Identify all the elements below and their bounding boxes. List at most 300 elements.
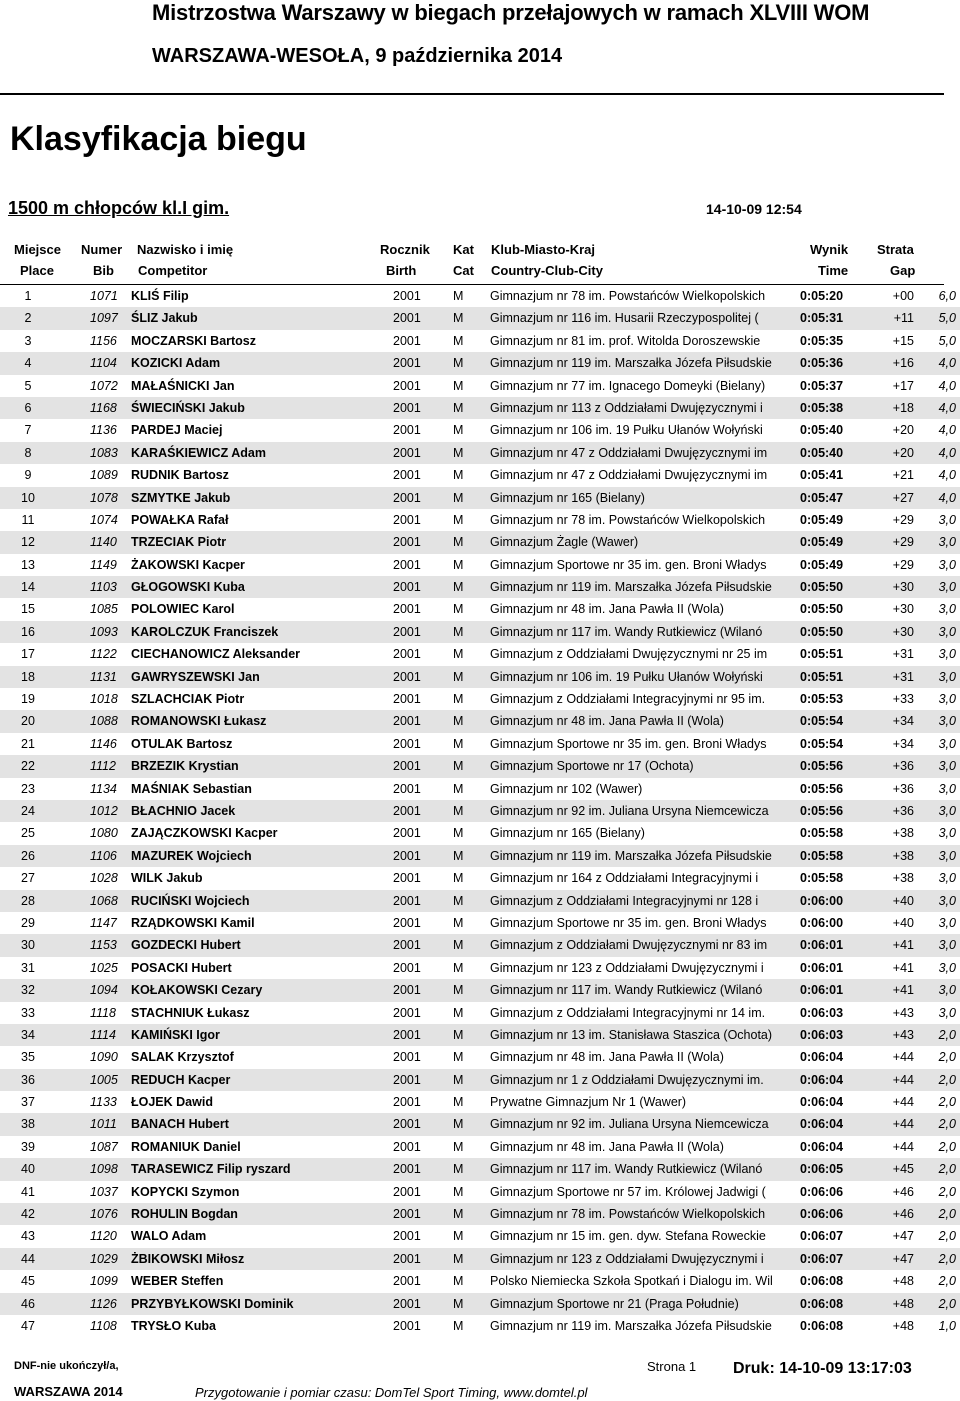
birth-year-cell: 2001 xyxy=(393,1296,421,1311)
bib-cell: 1134 xyxy=(90,781,117,796)
time-cell: 0:06:08 xyxy=(800,1318,844,1333)
table-row xyxy=(0,1293,960,1315)
gap-cell: +27 xyxy=(892,490,914,505)
time-cell: 0:05:54 xyxy=(800,736,844,751)
points-cell: 3,0 xyxy=(938,915,956,930)
table-row xyxy=(0,442,960,464)
club-cell: Gimnazjum z Oddziałami Integracyjnymi nr 128 i xyxy=(490,893,759,908)
gap-cell: +30 xyxy=(892,580,914,595)
category-cell: M xyxy=(453,938,464,953)
time-cell: 0:05:38 xyxy=(800,400,844,415)
birth-year-cell: 2001 xyxy=(393,624,421,639)
bib-cell: 1068 xyxy=(90,893,118,908)
bib-cell: 1136 xyxy=(90,423,117,438)
table-row xyxy=(0,397,960,419)
table-row xyxy=(0,464,960,486)
competitor-name: RZĄDKOWSKI Kamil xyxy=(131,915,255,930)
category-cell: M xyxy=(453,1207,464,1222)
competitor-name: POSACKI Hubert xyxy=(131,960,232,975)
table-row xyxy=(0,531,960,553)
club-cell: Gimnazjum nr 117 im. Wandy Rutkiewicz (Wilanó xyxy=(490,1162,763,1177)
birth-year-cell: 2001 xyxy=(393,333,421,348)
competitor-name: GAWRYSZEWSKI Jan xyxy=(131,669,260,684)
bib-cell: 1025 xyxy=(90,960,118,975)
birth-year-cell: 2001 xyxy=(393,915,421,930)
time-cell: 0:05:58 xyxy=(800,871,844,886)
bib-cell: 1106 xyxy=(90,848,117,863)
table-row xyxy=(0,1002,960,1024)
points-cell: 4,0 xyxy=(938,378,956,393)
bib-cell: 1099 xyxy=(90,1274,118,1289)
time-cell: 0:06:07 xyxy=(800,1251,844,1266)
bib-cell: 1093 xyxy=(90,624,118,639)
bib-cell: 1018 xyxy=(90,692,118,707)
birth-year-cell: 2001 xyxy=(393,1229,421,1244)
club-cell: Gimnazjum nr 116 im. Husarii Rzeczypospolitej ( xyxy=(490,311,759,326)
table-row xyxy=(0,1315,960,1337)
category-cell: M xyxy=(453,333,464,348)
competitor-name: ŻAKOWSKI Kacper xyxy=(131,557,245,572)
time-cell: 0:06:01 xyxy=(800,938,844,953)
bib-cell: 1104 xyxy=(90,356,117,371)
table-row xyxy=(0,979,960,1001)
results-table xyxy=(0,285,960,1337)
place-cell: 16 xyxy=(21,624,35,639)
club-cell: Gimnazjum nr 78 im. Powstańców Wielkopolskich xyxy=(490,1207,766,1222)
points-cell: 3,0 xyxy=(938,803,956,818)
print-time: 14-10-09 12:54 xyxy=(706,201,802,217)
place-cell: 22 xyxy=(21,759,35,774)
club-cell: Gimnazjum Żagle (Wawer) xyxy=(490,535,639,550)
place-cell: 19 xyxy=(21,692,35,707)
category-cell: M xyxy=(453,1229,464,1244)
time-cell: 0:06:04 xyxy=(800,1050,844,1065)
table-row xyxy=(0,755,960,777)
club-cell: Gimnazjum z Oddziałami Integracyjnymi nr 95 im. xyxy=(490,692,766,707)
time-cell: 0:05:37 xyxy=(800,378,844,393)
category-cell: M xyxy=(453,1072,464,1087)
category-cell: M xyxy=(453,781,464,796)
club-cell: Gimnazjum Sportowe nr 17 (Ochota) xyxy=(490,759,694,774)
category-cell: M xyxy=(453,356,464,371)
gap-cell: +38 xyxy=(892,848,914,863)
category-cell: M xyxy=(453,423,464,438)
club-cell: Gimnazjum Sportowe nr 21 (Praga Południe) xyxy=(490,1296,739,1311)
competitor-name: REDUCH Kacper xyxy=(131,1072,231,1087)
competitor-name: OTULAK Bartosz xyxy=(131,736,233,751)
gap-cell: +17 xyxy=(892,378,914,393)
gap-cell: +31 xyxy=(892,647,914,662)
column-header-time-pl: Wynik xyxy=(810,242,849,257)
competitor-name: MAŁAŚNICKI Jan xyxy=(131,378,235,393)
club-cell: Gimnazjum nr 48 im. Jana Pawła II (Wola) xyxy=(490,1050,724,1065)
competitor-name: BŁACHNIO Jacek xyxy=(131,803,236,818)
birth-year-cell: 2001 xyxy=(393,1318,421,1333)
gap-cell: +29 xyxy=(892,557,914,572)
category-cell: M xyxy=(453,1296,464,1311)
points-cell: 3,0 xyxy=(938,1005,956,1020)
club-cell: Gimnazjum nr 48 im. Jana Pawła II (Wola) xyxy=(490,602,724,617)
time-cell: 0:05:41 xyxy=(800,468,844,483)
time-cell: 0:05:51 xyxy=(800,669,844,684)
column-header-time-en: Time xyxy=(818,263,849,278)
table-row xyxy=(0,934,960,956)
points-cell: 3,0 xyxy=(938,535,956,550)
points-cell: 3,0 xyxy=(938,826,956,841)
place-cell: 35 xyxy=(21,1050,35,1065)
club-cell: Gimnazjum nr 165 (Bielany) xyxy=(490,826,645,841)
place-cell: 18 xyxy=(21,669,35,684)
column-header-gap-en: Gap xyxy=(890,263,916,278)
competitor-name: ŚLIZ Jakub xyxy=(131,311,198,326)
category-cell: M xyxy=(453,826,464,841)
column-header-name-en: Competitor xyxy=(138,263,208,278)
category-cell: M xyxy=(453,1005,464,1020)
points-cell: 4,0 xyxy=(938,468,956,483)
competitor-name: STACHNIUK Łukasz xyxy=(131,1005,250,1020)
category-cell: M xyxy=(453,1318,464,1333)
bib-cell: 1012 xyxy=(90,803,118,818)
competitor-name: ŻBIKOWSKI Miłosz xyxy=(131,1251,245,1266)
place-cell: 23 xyxy=(21,781,35,796)
place-cell: 14 xyxy=(21,580,35,595)
competitor-name: SZLACHCIAK Piotr xyxy=(131,692,245,707)
bib-cell: 1108 xyxy=(90,1318,117,1333)
place-cell: 11 xyxy=(21,512,35,527)
category-cell: M xyxy=(453,1274,464,1289)
time-cell: 0:05:58 xyxy=(800,826,844,841)
points-cell: 2,0 xyxy=(938,1251,956,1266)
birth-year-cell: 2001 xyxy=(393,580,421,595)
points-cell: 3,0 xyxy=(938,781,956,796)
time-cell: 0:05:35 xyxy=(800,333,844,348)
competitor-name: KOZICKI Adam xyxy=(131,356,221,371)
time-cell: 0:05:56 xyxy=(800,803,844,818)
competitor-name: WILK Jakub xyxy=(131,871,203,886)
column-header-birth-pl: Rocznik xyxy=(380,242,430,257)
gap-cell: +36 xyxy=(892,803,914,818)
category-cell: M xyxy=(453,692,464,707)
points-cell: 4,0 xyxy=(938,445,956,460)
place-cell: 26 xyxy=(21,848,35,863)
column-header-gap-pl: Strata xyxy=(877,242,914,257)
points-cell: 2,0 xyxy=(938,1050,956,1065)
race-name: 1500 m chłopców kl.I gim. xyxy=(8,198,230,218)
birth-year-cell: 2001 xyxy=(393,960,421,975)
place-cell: 44 xyxy=(21,1251,35,1266)
club-cell: Gimnazjum nr 113 z Oddziałami Dwujęzycznymi i xyxy=(490,400,763,415)
bib-cell: 1078 xyxy=(90,490,118,505)
table-row xyxy=(0,957,960,979)
timing-credit: Przygotowanie i pomiar czasu: DomTel Sport Timing, www.domtel.pl xyxy=(195,1385,588,1400)
time-cell: 0:05:40 xyxy=(800,445,844,460)
place-cell: 30 xyxy=(21,938,35,953)
place-cell: 5 xyxy=(24,378,32,393)
bib-cell: 1083 xyxy=(90,445,118,460)
place-cell: 25 xyxy=(21,826,35,841)
place-cell: 1 xyxy=(24,289,32,303)
table-row xyxy=(0,621,960,643)
birth-year-cell: 2001 xyxy=(393,1005,421,1020)
points-cell: 3,0 xyxy=(938,983,956,998)
points-cell: 2,0 xyxy=(938,1162,956,1177)
points-cell: 3,0 xyxy=(938,647,956,662)
place-cell: 3 xyxy=(24,333,32,348)
points-cell: 3,0 xyxy=(938,759,956,774)
club-cell: Gimnazjum nr 92 im. Juliana Ursyna Niemcewicza xyxy=(490,1117,769,1132)
place-cell: 28 xyxy=(21,893,35,908)
gap-cell: +16 xyxy=(892,356,914,371)
points-cell: 3,0 xyxy=(938,848,956,863)
category-cell: M xyxy=(453,915,464,930)
gap-cell: +44 xyxy=(892,1050,914,1065)
time-cell: 0:06:04 xyxy=(800,1117,844,1132)
birth-year-cell: 2001 xyxy=(393,736,421,751)
competitor-name: ŚWIECIŃSKI Jakub xyxy=(131,400,245,415)
club-cell: Gimnazjum nr 78 im. Powstańców Wielkopolskich xyxy=(490,289,766,303)
table-row xyxy=(0,666,960,688)
bib-cell: 1131 xyxy=(90,669,117,684)
gap-cell: +44 xyxy=(892,1117,914,1132)
table-row xyxy=(0,688,960,710)
competitor-name: POWAŁKA Rafał xyxy=(131,512,229,527)
birth-year-cell: 2001 xyxy=(393,1095,421,1110)
table-row xyxy=(0,1046,960,1068)
category-cell: M xyxy=(453,378,464,393)
points-cell: 3,0 xyxy=(938,871,956,886)
category-cell: M xyxy=(453,535,464,550)
category-cell: M xyxy=(453,803,464,818)
competitor-name: WALO Adam xyxy=(131,1229,207,1244)
birth-year-cell: 2001 xyxy=(393,1207,421,1222)
table-row xyxy=(0,1113,960,1135)
gap-cell: +34 xyxy=(892,736,914,751)
table-row xyxy=(0,285,960,307)
club-cell: Gimnazjum nr 47 z Oddziałami Dwujęzycznymi im xyxy=(490,468,768,483)
time-cell: 0:06:06 xyxy=(800,1184,844,1199)
bib-cell: 1147 xyxy=(90,915,117,930)
time-cell: 0:05:49 xyxy=(800,535,844,550)
category-cell: M xyxy=(453,1184,464,1199)
bib-cell: 1074 xyxy=(90,512,118,527)
table-row xyxy=(0,598,960,620)
competitor-name: ROHULIN Bogdan xyxy=(131,1207,238,1222)
time-cell: 0:05:49 xyxy=(800,557,844,572)
time-cell: 0:05:51 xyxy=(800,647,844,662)
place-cell: 39 xyxy=(21,1139,35,1154)
birth-year-cell: 2001 xyxy=(393,1117,421,1132)
gap-cell: +45 xyxy=(892,1162,914,1177)
table-row xyxy=(0,1091,960,1113)
club-cell: Gimnazjum nr 15 im. gen. dyw. Stefana Roweckie xyxy=(490,1229,766,1244)
time-cell: 0:05:50 xyxy=(800,602,844,617)
gap-cell: +47 xyxy=(892,1229,914,1244)
bib-cell: 1140 xyxy=(90,535,117,550)
points-cell: 3,0 xyxy=(938,960,956,975)
category-cell: M xyxy=(453,445,464,460)
time-cell: 0:06:04 xyxy=(800,1139,844,1154)
table-row xyxy=(0,487,960,509)
gap-cell: +38 xyxy=(892,871,914,886)
column-header-club-pl: Klub-Miasto-Kraj xyxy=(491,242,595,257)
points-cell: 4,0 xyxy=(938,356,956,371)
points-cell: 3,0 xyxy=(938,602,956,617)
club-cell: Prywatne Gimnazjum Nr 1 (Wawer) xyxy=(490,1095,687,1110)
category-cell: M xyxy=(453,512,464,527)
competitor-name: GŁOGOWSKI Kuba xyxy=(131,580,245,595)
time-cell: 0:06:08 xyxy=(800,1296,844,1311)
competitor-name: ROMANOWSKI Łukasz xyxy=(131,714,267,729)
category-cell: M xyxy=(453,714,464,729)
category-cell: M xyxy=(453,669,464,684)
birth-year-cell: 2001 xyxy=(393,378,421,393)
club-cell: Gimnazjum nr 102 (Wawer) xyxy=(490,781,643,796)
club-cell: Gimnazjum nr 47 z Oddziałami Dwujęzycznymi im xyxy=(490,445,768,460)
competitor-name: MOCZARSKI Bartosz xyxy=(131,333,257,348)
place-cell: 40 xyxy=(21,1162,35,1177)
time-cell: 0:05:50 xyxy=(800,580,844,595)
club-cell: Gimnazjum nr 78 im. Powstańców Wielkopolskich xyxy=(490,512,766,527)
table-row xyxy=(0,375,960,397)
gap-cell: +18 xyxy=(892,400,914,415)
time-cell: 0:06:04 xyxy=(800,1095,844,1110)
category-cell: M xyxy=(453,311,464,326)
gap-cell: +00 xyxy=(892,289,914,303)
place-cell: 42 xyxy=(21,1207,35,1222)
club-cell: Gimnazjum nr 48 im. Jana Pawła II (Wola) xyxy=(490,714,724,729)
club-cell: Gimnazjum nr 119 im. Marszałka Józefa Piłsudskie xyxy=(490,580,772,595)
club-cell: Gimnazjum nr 106 im. 19 Pułku Ułanów Wołyński xyxy=(490,669,763,684)
competitor-name: BRZEZIK Krystian xyxy=(131,759,239,774)
time-cell: 0:06:05 xyxy=(800,1162,844,1177)
points-cell: 2,0 xyxy=(938,1095,956,1110)
gap-cell: +41 xyxy=(892,983,914,998)
gap-cell: +44 xyxy=(892,1139,914,1154)
birth-year-cell: 2001 xyxy=(393,1274,421,1289)
time-cell: 0:05:47 xyxy=(800,490,844,505)
place-cell: 38 xyxy=(21,1117,35,1132)
bib-cell: 1087 xyxy=(90,1139,118,1154)
category-cell: M xyxy=(453,647,464,662)
column-header-cat-en: Cat xyxy=(453,263,474,278)
table-row xyxy=(0,778,960,800)
table-row xyxy=(0,822,960,844)
table-row xyxy=(0,1203,960,1225)
table-row xyxy=(0,643,960,665)
table-row xyxy=(0,1136,960,1158)
points-cell: 6,0 xyxy=(938,289,956,303)
birth-year-cell: 2001 xyxy=(393,557,421,572)
bib-cell: 1112 xyxy=(90,759,116,774)
gap-cell: +20 xyxy=(892,423,914,438)
time-cell: 0:06:08 xyxy=(800,1274,844,1289)
bib-cell: 1088 xyxy=(90,714,118,729)
birth-year-cell: 2001 xyxy=(393,893,421,908)
place-cell: 15 xyxy=(21,602,35,617)
place-cell: 8 xyxy=(24,445,32,460)
points-cell: 3,0 xyxy=(938,736,956,751)
competitor-name: CIECHANOWICZ Aleksander xyxy=(131,647,301,662)
club-cell: Gimnazjum nr 119 im. Marszałka Józefa Piłsudskie xyxy=(490,1318,772,1333)
competitor-name: KLIŚ Filip xyxy=(131,289,189,303)
category-cell: M xyxy=(453,1027,464,1042)
club-cell: Gimnazjum nr 123 z Oddziałami Dwujęzycznymi i xyxy=(490,960,764,975)
bib-cell: 1072 xyxy=(90,378,118,393)
table-row xyxy=(0,509,960,531)
competitor-name: WEBER Steffen xyxy=(131,1274,224,1289)
table-row xyxy=(0,307,960,329)
table-row xyxy=(0,890,960,912)
competitor-name: KOŁAKOWSKI Cezary xyxy=(131,983,263,998)
points-cell: 3,0 xyxy=(938,669,956,684)
birth-year-cell: 2001 xyxy=(393,1139,421,1154)
time-cell: 0:06:01 xyxy=(800,960,844,975)
bib-cell: 1076 xyxy=(90,1207,118,1222)
category-cell: M xyxy=(453,289,464,303)
competitor-name: PRZYBYŁKOWSKI Dominik xyxy=(131,1296,294,1311)
page-title: Klasyfikacja biegu xyxy=(10,120,307,158)
bib-cell: 1156 xyxy=(90,333,117,348)
birth-year-cell: 2001 xyxy=(393,983,421,998)
place-cell: 12 xyxy=(21,535,35,550)
club-cell: Gimnazjum z Oddziałami Dwujęzycznymi nr 25 im xyxy=(490,647,768,662)
birth-year-cell: 2001 xyxy=(393,1162,421,1177)
birth-year-cell: 2001 xyxy=(393,714,421,729)
gap-cell: +36 xyxy=(892,781,914,796)
points-cell: 3,0 xyxy=(938,893,956,908)
time-cell: 0:05:56 xyxy=(800,759,844,774)
club-cell: Gimnazjum nr 48 im. Jana Pawła II (Wola) xyxy=(490,1139,724,1154)
bib-cell: 1011 xyxy=(90,1117,117,1132)
category-cell: M xyxy=(453,848,464,863)
bib-cell: 1089 xyxy=(90,468,118,483)
table-row xyxy=(0,1225,960,1247)
time-cell: 0:05:31 xyxy=(800,311,844,326)
competitor-name: KAMIŃSKI Igor xyxy=(131,1027,220,1042)
time-cell: 0:06:07 xyxy=(800,1229,844,1244)
bib-cell: 1103 xyxy=(90,580,117,595)
competitor-name: TARASEWICZ Filip ryszard xyxy=(131,1162,291,1177)
birth-year-cell: 2001 xyxy=(393,289,421,303)
event-date: WARSZAWA-WESOŁA, 9 października 2014 xyxy=(152,45,563,67)
column-header-place-pl: Miejsce xyxy=(14,242,61,257)
gap-cell: +31 xyxy=(892,669,914,684)
place-cell: 36 xyxy=(21,1072,35,1087)
birth-year-cell: 2001 xyxy=(393,602,421,617)
points-cell: 2,0 xyxy=(938,1139,956,1154)
bib-cell: 1133 xyxy=(90,1095,117,1110)
time-cell: 0:06:03 xyxy=(800,1027,844,1042)
birth-year-cell: 2001 xyxy=(393,781,421,796)
bib-cell: 1071 xyxy=(90,289,118,303)
bib-cell: 1118 xyxy=(90,1005,116,1020)
page-number: Strona 1 xyxy=(647,1359,697,1374)
table-row xyxy=(0,352,960,374)
birth-year-cell: 2001 xyxy=(393,669,421,684)
competitor-name: POLOWIEC Karol xyxy=(131,602,235,617)
bib-cell: 1168 xyxy=(90,400,117,415)
bib-cell: 1153 xyxy=(90,938,117,953)
time-cell: 0:05:40 xyxy=(800,423,844,438)
gap-cell: +43 xyxy=(892,1005,914,1020)
column-header-place-en: Place xyxy=(20,263,54,278)
birth-year-cell: 2001 xyxy=(393,311,421,326)
club-cell: Gimnazjum Sportowe nr 35 im. gen. Broni Władys xyxy=(490,557,767,572)
place-cell: 27 xyxy=(21,871,35,886)
place-cell: 7 xyxy=(24,423,32,438)
time-cell: 0:06:04 xyxy=(800,1072,844,1087)
gap-cell: +11 xyxy=(893,311,914,326)
